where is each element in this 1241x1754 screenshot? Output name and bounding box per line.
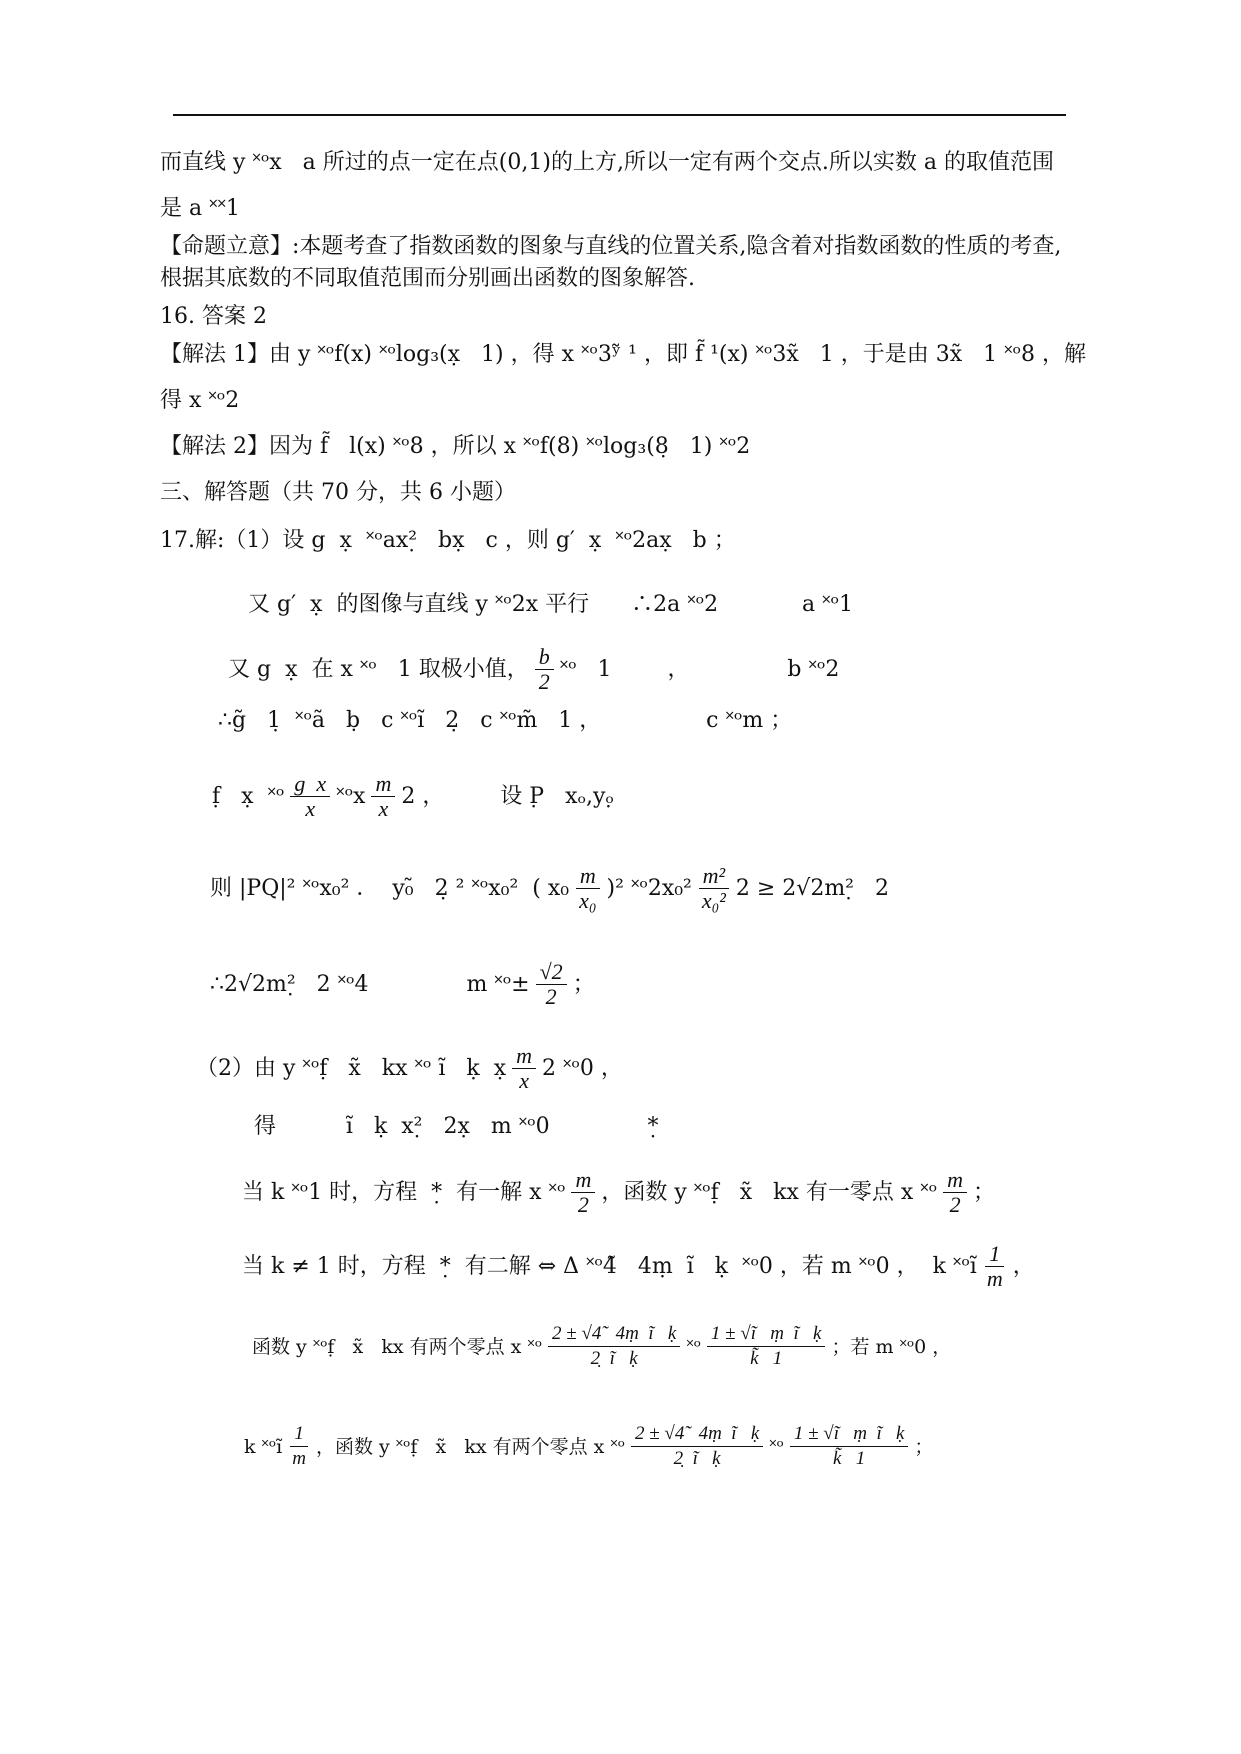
fraction-denominator: 2̣ ĩ ḳ	[590, 1348, 638, 1369]
fraction	[548, 1322, 680, 1371]
fraction	[698, 864, 730, 913]
text-segment: ；	[914, 1435, 934, 1458]
text-segment: 当 k ˟ᵒ1 时，方程 *̣ 有一解 x ˟ᵒ	[242, 1179, 566, 1205]
text-line: 【命题立意】:本题考查了指数函数的图象与直线的位置关系,隐含着对指数函数的性质的考查,	[160, 234, 1062, 259]
text-line	[228, 645, 839, 694]
fraction	[512, 1044, 536, 1093]
fraction-denominator: k̃ 1	[833, 1448, 866, 1469]
fraction-denominator: 2̣ ĩ ḳ	[673, 1448, 721, 1469]
fraction-denominator: 2	[545, 984, 557, 1009]
fraction-numerator: b	[535, 645, 554, 670]
text-line	[244, 1422, 933, 1471]
fraction-denominator: x	[305, 796, 316, 821]
text-line: 根据其底数的不同取值范围而分别画出函数的图象解答.	[160, 266, 695, 291]
text-line: 17.解:（1）设 g x̣ ˟ᵒax²̣ bx̣ c ，则 g′ x̣ ˟ᵒ2ax̣ b ；	[160, 528, 736, 553]
text-line: 又 g′ x̣ 的图像与直线 y ˟ᵒ2x 平行 ∴2a ˟ᵒ2 a ˟ᵒ1	[248, 592, 853, 617]
text-segment: ，函数 y ˟ᵒf̣ x̃ kx 有一零点 x ˟ᵒ	[601, 1179, 938, 1205]
text-line: 【解法 2】因为 f̃ l(x) ˟ᵒ8 ，所以 x ˟ᵒf(8) ˟ᵒlog₃(8̣ 1) ˟ᵒ2	[160, 434, 751, 459]
fraction-denominator: x	[378, 796, 389, 821]
text-segment: 2 ≥ 2√2m²̣ 2	[735, 875, 889, 901]
text-segment: ˟ᵒ	[769, 1435, 784, 1458]
text-segment: ˟ᵒx	[336, 783, 366, 809]
text-segment: ˟ᵒ 1 ， b ˟ᵒ2	[559, 656, 840, 682]
fraction-denominator: k̃ 1	[750, 1348, 783, 1369]
text-line: ∴g̃ 1̣ ˟ᵒã ḅ c ˟ᵒĩ 2̣ c ˟ᵒm̃ 1 ， c ˟ᵒm ；	[218, 708, 793, 733]
fraction	[535, 645, 554, 694]
text-segment: ，	[1012, 1253, 1035, 1279]
text-line	[210, 864, 889, 913]
text-segment: 2 ˟ᵒ0 ，	[542, 1055, 623, 1081]
text-segment: 则 |PQ|² ˟ᵒx₀² ． y₀̃ 2̣ ² ˟ᵒx₀² ( x₀	[210, 875, 570, 901]
fraction	[790, 1422, 909, 1471]
text-line	[210, 960, 595, 1009]
fraction-denominator: 2	[577, 1192, 589, 1217]
fraction-numerator: 2 ± √4̃ 4ṃ ĩ ḳ	[631, 1422, 763, 1447]
text-segment: f̣ x̣ ˟ᵒ	[212, 783, 285, 809]
text-line	[252, 1322, 951, 1371]
fraction	[631, 1422, 763, 1471]
text-line	[242, 1168, 995, 1217]
fraction-numerator: √2	[536, 960, 567, 985]
text-segment: )² ˟ᵒ2x₀²	[606, 875, 692, 901]
fraction-numerator: m	[943, 1168, 967, 1193]
text-line: 16. 答案 2	[160, 304, 267, 329]
text-line: 是 a ˟˟1	[160, 196, 240, 221]
fraction-numerator: m	[371, 772, 395, 797]
fraction-denominator: 2	[538, 669, 550, 694]
fraction-denominator: m	[986, 1266, 1003, 1291]
fraction-numerator: m	[571, 1168, 595, 1193]
fraction-numerator: m	[512, 1044, 536, 1069]
text-segment: 函数 y ˟ᵒf̣ x̃ kx 有两个零点 x ˟ᵒ	[252, 1335, 543, 1358]
fraction-denominator: x₀²	[701, 888, 726, 913]
fraction-denominator: 2	[949, 1192, 961, 1217]
text-line: 【解法 1】由 y ˟ᵒf(x) ˟ᵒlog₃(x̣ 1) ，得 x ˟ᵒ3ʸ̃ ¹ ，即 f̃ ¹(x) ˟ᵒ3x̃ 1 ，于是由 3x̃ 1 ˟ᵒ8 ，解	[160, 342, 1086, 367]
fraction	[371, 772, 395, 821]
fraction-denominator: x	[519, 1068, 529, 1093]
fraction-numerator: g x	[290, 772, 330, 797]
fraction	[571, 1168, 595, 1217]
fraction-denominator: x₀	[579, 888, 597, 913]
text-segment: ˟ᵒ	[686, 1335, 701, 1358]
fraction-numerator: m	[576, 864, 600, 889]
text-segment: 又 g x̣ 在 x ˟ᵒ 1 取极小值，	[228, 656, 529, 682]
text-segment: ；	[572, 971, 595, 997]
fraction-numerator: 2 ± √4̃ 4ṃ ĩ ḳ	[548, 1322, 680, 1347]
fraction	[288, 1422, 310, 1471]
fraction-numerator: 1	[290, 1422, 308, 1447]
fraction-numerator: 1	[985, 1242, 1004, 1267]
text-line	[212, 772, 614, 821]
text-segment: ∴2√2m²̣ 2 ˟ᵒ4 m ˟ᵒ±	[210, 971, 530, 997]
fraction	[943, 1168, 967, 1217]
fraction-numerator: 1 ± √ĩ ṃ ĩ ḳ	[790, 1422, 909, 1447]
text-segment: ，函数 y ˟ᵒf̣ x̃ kx 有两个零点 x ˟ᵒ	[315, 1435, 625, 1458]
text-segment: （2）由 y ˟ᵒf̣ x̃ kx ˟ᵒ ĩ ḳ x̣	[196, 1055, 507, 1081]
text-segment: 当 k ≠ 1 时，方程 *̣ 有二解 ⇔ Δ ˟ᵒ4̃ 4ṃ ĩ ḳ ˟ᵒ0 ，若 m ˟ᵒ0 ， k ˟ᵒĩ	[242, 1253, 977, 1279]
fraction-denominator: m	[292, 1448, 306, 1469]
fraction	[536, 960, 567, 1009]
text-segment: 2 ， 设 P̣ xₒ,yₒ̣	[401, 783, 614, 809]
text-line	[196, 1044, 623, 1093]
fraction	[575, 864, 600, 913]
fraction-numerator: m²	[699, 864, 729, 889]
fraction	[983, 1242, 1007, 1291]
fraction	[707, 1322, 826, 1371]
fraction-numerator: 1 ± √ĩ ṃ ĩ ḳ	[707, 1322, 826, 1347]
text-line: 而直线 y ˟ᵒx a 所过的点一定在点(0,1)的上方,所以一定有两个交点.所以实数 a 的取值范围	[160, 150, 1055, 175]
section-heading: 三、解答题（共 70 分，共 6 小题）	[160, 480, 516, 505]
text-line: 得 ĩ ḳ x²̣ 2x̣ m ˟ᵒ0 *̣	[254, 1114, 659, 1139]
text-line: 得 x ˟ᵒ2	[160, 388, 240, 413]
text-line	[242, 1242, 1035, 1291]
text-segment: ；	[973, 1179, 996, 1205]
text-segment: ；若 m ˟ᵒ0 ，	[831, 1335, 952, 1358]
header-rule	[173, 114, 1066, 116]
text-segment: k ˟ᵒĩ	[244, 1435, 283, 1458]
fraction	[290, 772, 330, 821]
